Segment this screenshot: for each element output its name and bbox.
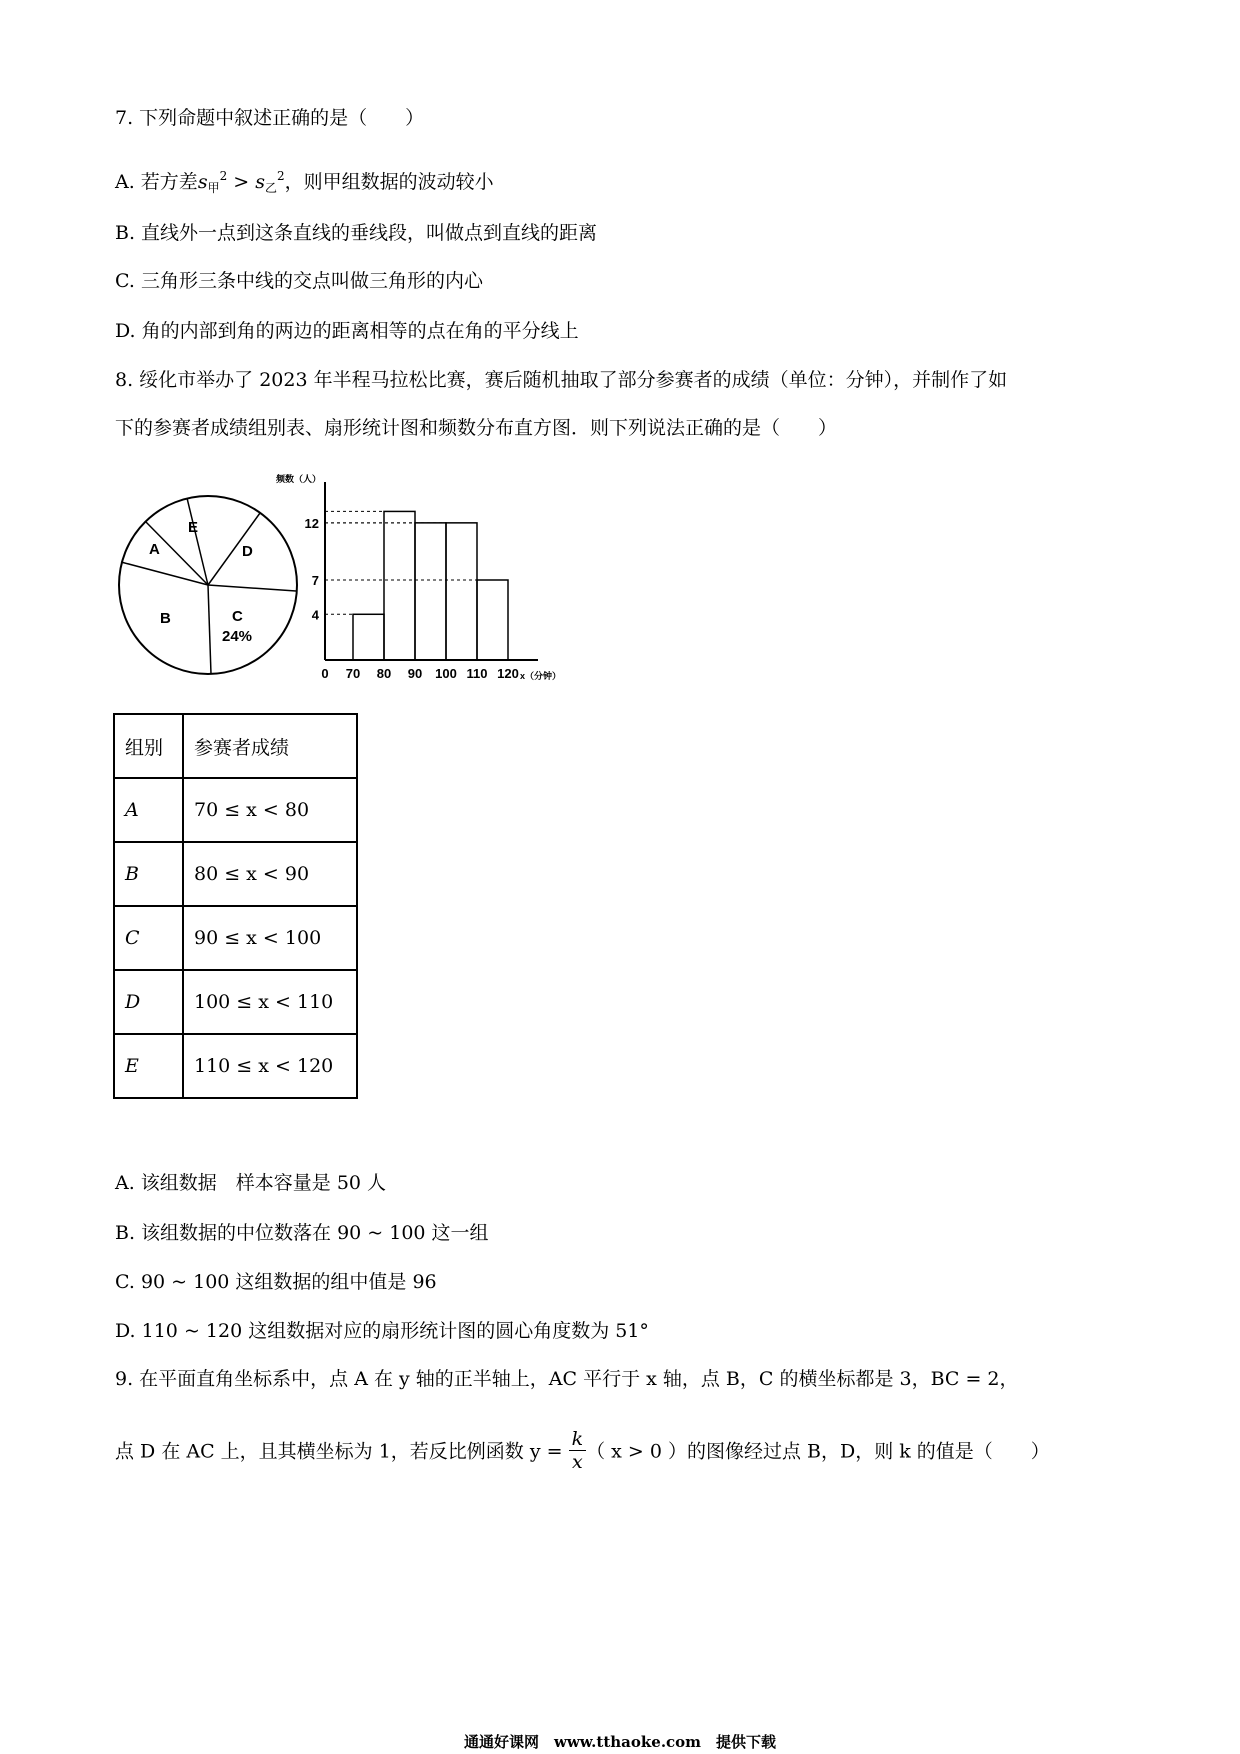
histogram-bar (446, 523, 477, 660)
histogram-bar (384, 511, 415, 660)
q8-stem-line1: 8. 绥化市举办了 2023 年半程马拉松比赛，赛后随机抽取了部分参赛者的成绩（单位：分钟），并制作了如 (115, 369, 1008, 391)
histogram-x-tick-label: 70 (345, 666, 361, 681)
q7-a-prefix: A. 若方差 (115, 171, 198, 193)
table-row (114, 970, 357, 1034)
q7-option-a (115, 163, 494, 201)
histogram-bar (353, 614, 384, 660)
q9-line2-before: 点 D 在 AC 上，且其横坐标为 1，若反比例函数 y = (115, 1440, 569, 1463)
table-cell-range: 90 ≤ x < 100 (183, 906, 357, 970)
q8-option-a: A. 该组数据 样本容量是 50 人 (115, 1172, 387, 1194)
pie-label-b: B (160, 610, 171, 627)
page-footer: 通通好课网 www.tthaoke.com 提供下载 (463, 1733, 777, 1751)
histogram-y-axis-label: 频数（人） (276, 474, 322, 484)
q9-fraction-numerator: k (569, 1428, 587, 1451)
histogram-bars (353, 511, 508, 660)
histogram-chart (270, 470, 580, 695)
table-row (114, 778, 357, 842)
q8-option-d: D. 110 ~ 120 这组数据对应的扇形统计图的圆心角度数为 51° (115, 1320, 649, 1342)
histogram-bar (477, 580, 508, 660)
table-cell-group: D (114, 970, 183, 1034)
pie-label-c-percent: 24% (222, 628, 253, 645)
q7-stem: 7. 下列命题中叙述正确的是（ ） (115, 107, 425, 129)
q7-option-c: C. 三角形三条中线的交点叫做三角形的内心 (115, 270, 483, 292)
pie-divider-5 (208, 585, 211, 674)
histogram-x-tick-label: 90 (407, 666, 423, 681)
q7-a-sub1: 甲 (207, 181, 220, 195)
q8-stem-line2: 下的参赛者成绩组别表、扇形统计图和频数分布直方图．则下列说法正确的是（ ） (115, 417, 838, 439)
table-cell-range: 110 ≤ x < 120 (183, 1034, 357, 1098)
q9-fraction-denominator: x (571, 1451, 583, 1473)
q7-option-d: D. 角的内部到角的两边的距离相等的点在角的平分线上 (115, 320, 579, 342)
histogram-y-tick-label: 4 (311, 607, 319, 623)
pie-divider-6 (121, 562, 208, 585)
table-cell-group: C (114, 906, 183, 970)
histogram-guides (325, 511, 477, 614)
table-cell-group: E (114, 1034, 183, 1098)
group-table (113, 713, 358, 1099)
q7-a-gt: > (227, 171, 256, 193)
table-cell-group: B (114, 842, 183, 906)
table-row (114, 842, 357, 906)
histogram-x-tick-label: 110 (466, 666, 488, 681)
histogram-x-axis-label: x（分钟） (520, 671, 562, 681)
table-header-score: 参赛者成绩 (183, 714, 357, 778)
pie-label-c: C (232, 608, 243, 625)
q8-option-b: B. 该组数据的中位数落在 90 ~ 100 这一组 (115, 1222, 489, 1244)
table-header-row (114, 714, 357, 778)
histogram-bar (415, 523, 446, 660)
histogram-x-tick-label: 120 (497, 666, 519, 681)
pie-label-a: A (149, 541, 160, 558)
table-header-group: 组别 (114, 714, 183, 778)
histogram-x-tick-label: 0 (321, 666, 329, 681)
q7-a-sub2: 乙 (265, 181, 278, 195)
q7-a-s2: s (255, 171, 265, 193)
histogram-y-tick-label: 7 (311, 573, 319, 588)
q7-a-sup1: 2 (219, 169, 228, 183)
pie-label-e: E (188, 519, 199, 536)
q9-line2-after: （ x > 0 ）的图像经过点 B，D，则 k 的值是（ ） (586, 1440, 1050, 1463)
table-cell-group: A (114, 778, 183, 842)
table-cell-range: 80 ≤ x < 90 (183, 842, 357, 906)
q9-line2 (115, 1430, 1050, 1475)
histogram-x-tick-label: 80 (376, 666, 392, 681)
q7-a-suffix: ，则甲组数据的波动较小 (284, 171, 494, 193)
q7-a-s1: s (197, 171, 208, 193)
histogram-y-tick-label: 12 (304, 515, 319, 531)
table-row (114, 1034, 357, 1098)
table-cell-range: 70 ≤ x < 80 (183, 778, 357, 842)
pie-divider-2 (187, 498, 208, 585)
q7-option-b: B. 直线外一点到这条直线的垂线段，叫做点到直线的距离 (115, 222, 598, 244)
q7-a-sup2: 2 (277, 169, 285, 183)
pie-label-d: D (242, 543, 253, 560)
table-row (114, 906, 357, 970)
histogram-ticks (305, 516, 519, 681)
q9-line1: 9. 在平面直角坐标系中，点 A 在 y 轴的正半轴上，AC 平行于 x 轴，点 B，C 的横坐标都是 3，BC = 2， (115, 1368, 1019, 1390)
histogram-x-tick-label: 100 (435, 666, 457, 681)
q9-fraction (569, 1428, 587, 1473)
q8-option-c: C. 90 ~ 100 这组数据的组中值是 96 (115, 1271, 437, 1293)
table-cell-range: 100 ≤ x < 110 (183, 970, 357, 1034)
